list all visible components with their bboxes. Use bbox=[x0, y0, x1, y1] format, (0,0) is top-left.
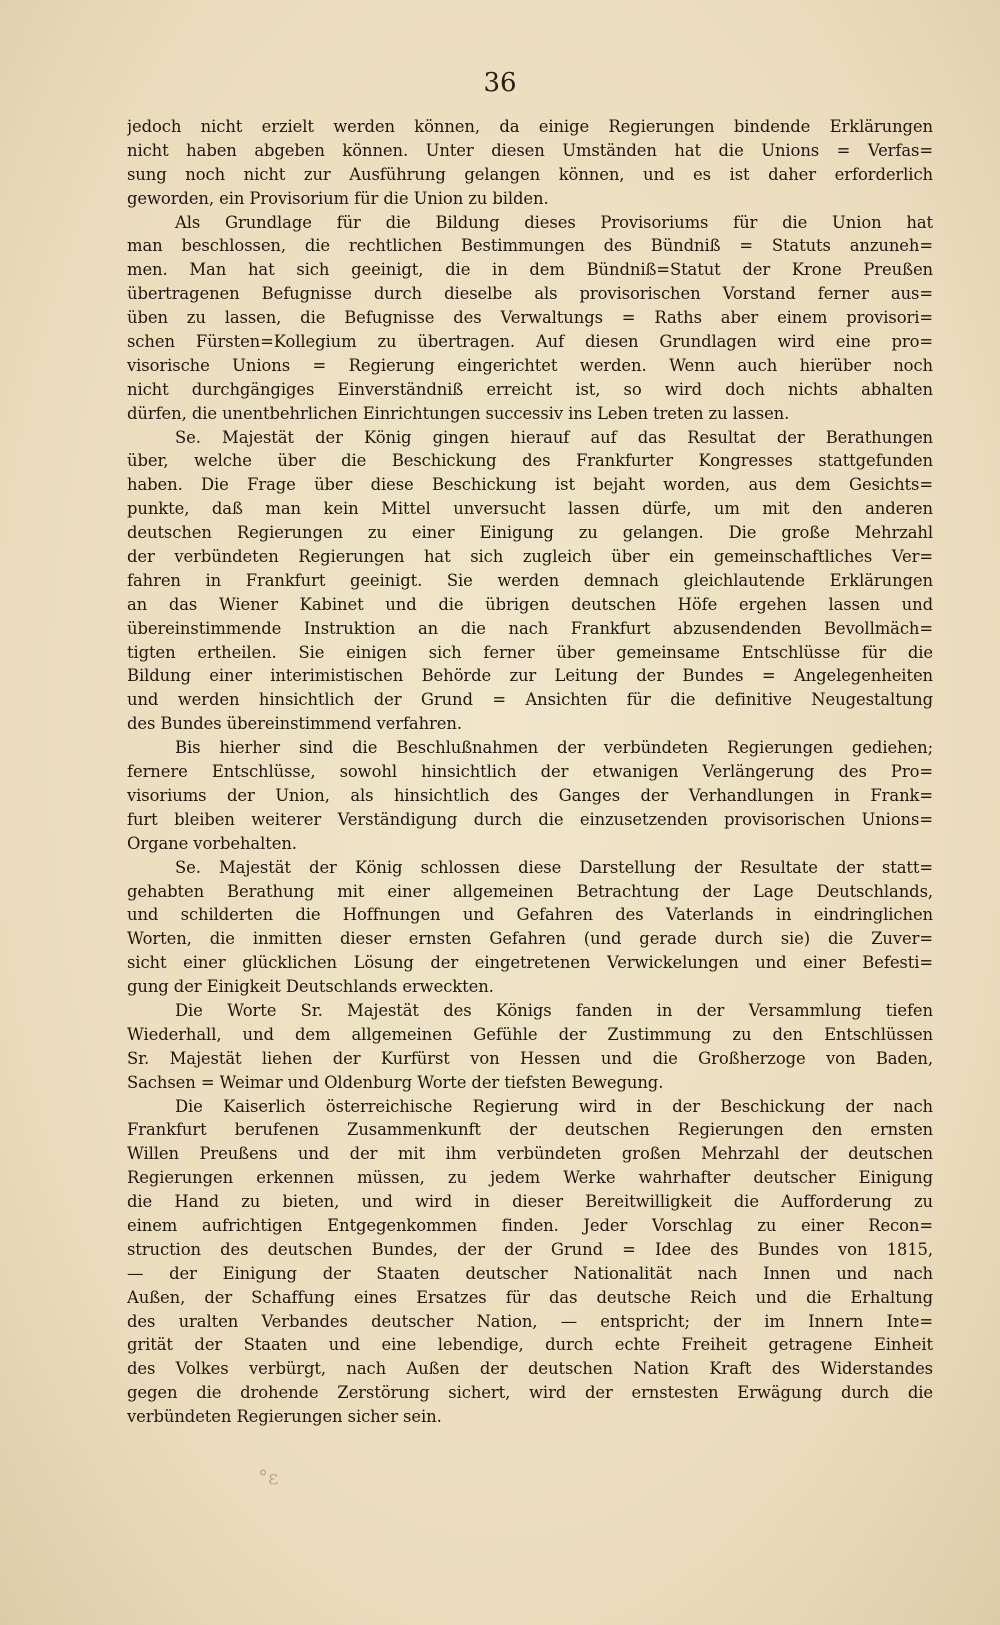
text-line: visorische Unions = Regierung eingerichtet werden. Wenn auch hierüber noch bbox=[127, 355, 933, 375]
paragraph bbox=[127, 856, 933, 999]
text-line: der verbündeten Regierungen hat sich zugleich über ein gemeinschaftliches Ver= bbox=[127, 547, 933, 567]
paragraph bbox=[127, 211, 933, 426]
text-line: gung der Einigkeit Deutschlands erweckten. bbox=[127, 977, 494, 997]
text-line: dürfen, die unentbehrlichen Einrichtungen successiv ins Leben treten zu lassen. bbox=[127, 403, 790, 423]
paragraph bbox=[127, 1095, 933, 1429]
text-line: Bis hierher sind die Beschlußnahmen der verbündeten Regierungen gediehen; bbox=[175, 738, 933, 758]
text-line: schen Fürsten=Kollegium zu übertragen. Auf diesen Grundlagen wird eine pro= bbox=[127, 332, 933, 352]
text-line: Organe vorbehalten. bbox=[127, 833, 297, 853]
text-line: visoriums der Union, als hinsichtlich des Ganges der Verhandlungen in Frank= bbox=[127, 785, 933, 805]
text-line: tigten ertheilen. Sie einigen sich ferner über gemeinsame Entschlüsse für die bbox=[127, 642, 933, 662]
text-line: des Bundes übereinstimmend verfahren. bbox=[127, 714, 462, 734]
text-line: die Hand zu bieten, und wird in dieser Bereitwilligkeit die Aufforderung zu bbox=[127, 1192, 933, 1212]
text-line: Regierungen erkennen müssen, zu jedem Werke wahrhafter deutscher Einigung bbox=[127, 1168, 933, 1188]
paragraph bbox=[127, 115, 933, 211]
text-line: sung noch nicht zur Ausführung gelangen können, und es ist daher erforderlich bbox=[127, 164, 933, 184]
text-line: Sr. Majestät liehen der Kurfürst von Hessen und die Großherzoge von Baden, bbox=[127, 1048, 933, 1068]
text-line: fahren in Frankfurt geeinigt. Sie werden demnach gleichlautende Erklärungen bbox=[127, 570, 933, 590]
text-line: Die Worte Sr. Majestät des Königs fanden in der Versammlung tiefen bbox=[175, 1000, 933, 1020]
text-line: nicht durchgängiges Einverständniß erreicht ist, so wird doch nichts abhalten bbox=[127, 379, 933, 399]
text-line: haben. Die Frage über diese Beschickung ist bejaht worden, aus dem Gesichts= bbox=[127, 475, 933, 495]
text-line: nicht haben abgeben können. Unter diesen Umständen hat die Unions = Verfas= bbox=[127, 140, 933, 160]
body-text bbox=[127, 115, 933, 1429]
text-line: Willen Preußens und der mit ihm verbündeten großen Mehrzahl der deutschen bbox=[127, 1144, 933, 1164]
text-line: struction des deutschen Bundes, der der Grund = Idee des Bundes von 1815, bbox=[127, 1239, 933, 1259]
text-line: Se. Majestät der König schlossen diese Darstellung der Resultate der statt= bbox=[175, 857, 933, 877]
text-line: punkte, daß man kein Mittel unversucht lassen dürfe, um mit den anderen bbox=[127, 499, 933, 519]
text-line: einem aufrichtigen Entgegenkommen finden. Jeder Vorschlag zu einer Recon= bbox=[127, 1215, 933, 1235]
text-line: Bildung einer interimistischen Behörde zur Leitung der Bundes = Angelegenheiten bbox=[127, 666, 933, 686]
text-line: des uralten Verbandes deutscher Nation, — entspricht; der im Innern Inte= bbox=[127, 1311, 933, 1331]
text-line: über, welche über die Beschickung des Frankfurter Kongresses stattgefunden bbox=[127, 451, 933, 471]
text-line: Wiederhall, und dem allgemeinen Gefühle der Zustimmung zu den Entschlüssen bbox=[127, 1024, 933, 1044]
text-line: gegen die drohende Zerstörung sichert, wird der ernstesten Erwägung durch die bbox=[127, 1383, 933, 1403]
paragraph bbox=[127, 736, 933, 855]
text-line: furt bleiben weiterer Verständigung durch die einzusetzenden provisorischen Unions= bbox=[127, 809, 933, 829]
text-line: Als Grundlage für die Bildung dieses Provisoriums für die Union hat bbox=[175, 212, 933, 232]
text-line: men. Man hat sich geeinigt, die in dem Bündniß=Statut der Krone Preußen bbox=[127, 260, 933, 280]
text-line: Worten, die inmitten dieser ernsten Gefahren (und gerade durch sie) die Zuver= bbox=[127, 929, 933, 949]
text-line: — der Einigung der Staaten deutscher Nationalität nach Innen und nach bbox=[127, 1263, 933, 1283]
page-number: 36 bbox=[483, 68, 517, 98]
text-line: Sachsen = Weimar und Oldenburg Worte der tiefsten Bewegung. bbox=[127, 1072, 664, 1092]
text-line: verbündeten Regierungen sicher sein. bbox=[127, 1407, 442, 1427]
text-line: deutschen Regierungen zu einer Einigung zu gelangen. Die große Mehrzahl bbox=[127, 523, 933, 543]
text-line: fernere Entschlüsse, sowohl hinsichtlich der etwanigen Verlängerung des Pro= bbox=[127, 762, 933, 782]
ink-smudge-mark: °ε bbox=[258, 1465, 279, 1489]
text-line: des Volkes verbürgt, nach Außen der deutschen Nation Kraft des Widerstandes bbox=[127, 1359, 933, 1379]
paragraph bbox=[127, 426, 933, 737]
paragraph bbox=[127, 999, 933, 1095]
text-line: üben zu lassen, die Befugnisse des Verwaltungs = Raths aber einem provisori= bbox=[127, 308, 933, 328]
text-line: und schilderten die Hoffnungen und Gefahren des Vaterlands in eindringlichen bbox=[127, 905, 933, 925]
text-line: man beschlossen, die rechtlichen Bestimmungen des Bündniß = Statuts anzuneh= bbox=[127, 236, 933, 256]
text-line: Außen, der Schaffung eines Ersatzes für das deutsche Reich und die Erhaltung bbox=[127, 1287, 933, 1307]
text-line: geworden, ein Provisorium für die Union zu bilden. bbox=[127, 188, 549, 208]
text-line: Se. Majestät der König gingen hierauf auf das Resultat der Berathungen bbox=[175, 427, 933, 447]
text-line: Die Kaiserlich österreichische Regierung wird in der Beschickung der nach bbox=[175, 1096, 933, 1116]
text-line: an das Wiener Kabinet und die übrigen deutschen Höfe ergehen lassen und bbox=[127, 594, 933, 614]
text-line: und werden hinsichtlich der Grund = Ansichten für die definitive Neugestaltung bbox=[127, 690, 933, 710]
text-line: gehabten Berathung mit einer allgemeinen Betrachtung der Lage Deutschlands, bbox=[127, 881, 933, 901]
text-line: jedoch nicht erzielt werden können, da einige Regierungen bindende Erklärungen bbox=[127, 117, 933, 136]
text-line: Frankfurt berufenen Zusammenkunft der deutschen Regierungen den ernsten bbox=[127, 1120, 933, 1140]
text-line: übereinstimmende Instruktion an die nach Frankfurt abzusendenden Bevollmäch= bbox=[127, 618, 933, 638]
text-line: grität der Staaten und eine lebendige, durch echte Freiheit getragene Einheit bbox=[127, 1335, 933, 1355]
text-line: sicht einer glücklichen Lösung der eingetretenen Verwickelungen und einer Befesti= bbox=[127, 953, 933, 973]
text-line: übertragenen Befugnisse durch dieselbe als provisorischen Vorstand ferner aus= bbox=[127, 284, 933, 304]
